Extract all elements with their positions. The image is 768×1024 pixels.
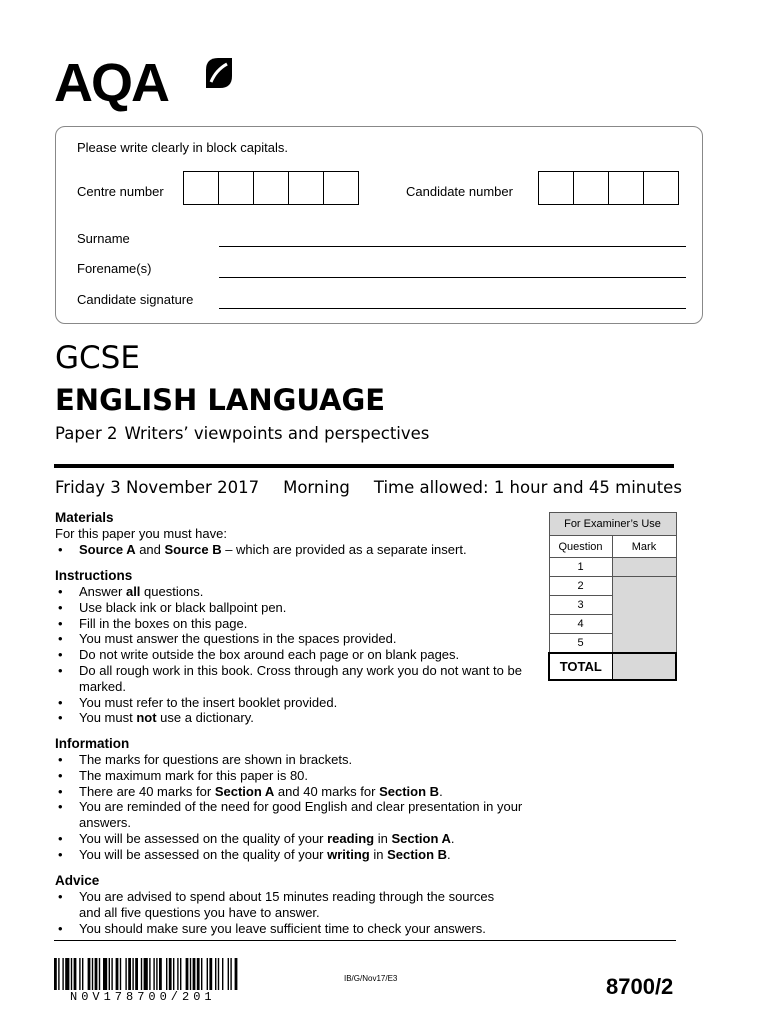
examiner-use-table — [548, 512, 677, 681]
centre-digit-box[interactable] — [288, 171, 324, 205]
barcode-bar — [228, 958, 229, 990]
barcode-bar — [218, 958, 219, 990]
barcode-bar — [95, 958, 98, 990]
barcode-bar — [209, 958, 212, 990]
centre-digit-box[interactable] — [183, 171, 219, 205]
surname-line[interactable] — [219, 246, 686, 247]
barcode-bar — [125, 958, 126, 990]
barcode-bar — [207, 958, 208, 990]
exam-date: Friday 3 November 2017 — [55, 478, 260, 497]
barcode-bar — [128, 958, 131, 990]
barcode-bar — [169, 958, 172, 990]
total-mark-cell — [612, 653, 676, 680]
information-heading: Information — [55, 736, 130, 751]
list-item: • You should make sure you leave sufficient time to check your answers. — [55, 921, 495, 937]
list-item: • There are 40 marks for Section A and 40 marks for Section B. — [55, 784, 525, 800]
barcode-bar — [159, 958, 162, 990]
mark-column-header: Mark — [612, 536, 676, 558]
barcode-bar — [215, 958, 216, 990]
paper-number: Paper 2 — [55, 424, 118, 443]
list-item: • You are advised to spend about 15 minutes reading through the sources and all five questions you have to answer. — [55, 889, 495, 921]
list-item: • Do all rough work in this book. Cross through any work you do not want to be marked. — [55, 663, 545, 695]
aqa-logo — [54, 54, 224, 112]
barcode-bar — [92, 958, 93, 990]
question-number: 5 — [549, 634, 612, 653]
centre-number-boxes[interactable] — [183, 171, 359, 205]
logo-text: AQA — [54, 53, 168, 113]
list-item: • You will be assessed on the quality of your reading in Section A. — [55, 831, 525, 847]
barcode-bar — [82, 958, 83, 990]
barcode-bar — [103, 958, 107, 990]
barcode-bar — [135, 958, 138, 990]
barcode-bar — [79, 958, 80, 990]
barcode-bar — [144, 958, 148, 990]
paper-code: 8700/2 — [606, 974, 674, 999]
question-number: 2 — [549, 577, 612, 596]
list-item: • Fill in the boxes on this page. — [55, 616, 545, 632]
leaf-icon — [204, 56, 234, 90]
barcode-bar — [54, 958, 57, 990]
list-item: • You must not use a dictionary. — [55, 710, 545, 726]
barcode-bar — [132, 958, 133, 990]
barcode-bar — [177, 958, 178, 990]
advice-heading: Advice — [55, 873, 100, 888]
centre-number-label: Centre number — [77, 184, 164, 199]
list-item: • The marks for questions are shown in brackets. — [55, 752, 525, 768]
barcode-bar — [74, 958, 77, 990]
candidate-number-label: Candidate number — [406, 184, 513, 199]
exam-details — [55, 477, 682, 499]
instructions-heading: Instructions — [55, 568, 133, 583]
question-number: 3 — [549, 596, 612, 615]
advice-section — [55, 873, 495, 936]
candidate-number-boxes[interactable] — [538, 171, 679, 205]
centre-digit-box[interactable] — [323, 171, 359, 205]
examiner-table-title: For Examiner’s Use — [549, 513, 676, 536]
barcode-bar — [109, 958, 110, 990]
question-number: 4 — [549, 615, 612, 634]
instructions-section — [55, 568, 545, 726]
qualification-title: GCSE — [55, 340, 140, 376]
surname-label: Surname — [77, 231, 130, 246]
list-item: • Answer all questions. — [55, 584, 545, 600]
barcode-bar — [116, 958, 119, 990]
list-item: • Do not write outside the box around each page or on blank pages. — [55, 647, 545, 663]
barcode — [54, 958, 316, 990]
list-item: • Source A and Source B – which are provided as a separate insert. — [55, 542, 545, 558]
barcode-bar — [153, 958, 154, 990]
barcode-bar — [193, 958, 196, 990]
candidate-digit-box[interactable] — [538, 171, 574, 205]
centre-digit-box[interactable] — [218, 171, 254, 205]
time-allowed: Time allowed: 1 hour and 45 minutes — [373, 478, 682, 497]
barcode-bar — [173, 958, 174, 990]
mark-cell — [612, 577, 676, 653]
candidate-digit-box[interactable] — [608, 171, 644, 205]
centre-digit-box[interactable] — [253, 171, 289, 205]
paper-title — [55, 423, 436, 445]
barcode-bar — [120, 958, 121, 990]
materials-section — [55, 510, 545, 558]
list-item: • Use black ink or black ballpoint pen. — [55, 600, 545, 616]
barcode-bar — [166, 958, 167, 990]
question-number: 1 — [549, 558, 612, 577]
subject-title: ENGLISH LANGUAGE — [55, 383, 386, 417]
total-label: TOTAL — [549, 653, 612, 680]
barcode-bar — [190, 958, 191, 990]
mark-cell — [612, 558, 676, 577]
candidate-digit-box[interactable] — [643, 171, 679, 205]
candidate-details-box — [55, 126, 703, 324]
signature-label: Candidate signature — [77, 292, 194, 307]
candidate-digit-box[interactable] — [573, 171, 609, 205]
block-capitals-instruction: Please write clearly in block capitals. — [77, 140, 288, 155]
materials-intro: For this paper you must have: — [55, 526, 227, 541]
barcode-bar — [197, 958, 200, 990]
materials-heading: Materials — [55, 510, 114, 525]
forename-label: Forename(s) — [77, 261, 152, 276]
barcode-bar — [111, 958, 112, 990]
barcode-bar — [222, 958, 223, 990]
information-section — [55, 736, 525, 863]
reference-code: IB/G/Nov17/E3 — [344, 974, 398, 983]
paper-name: Writers’ viewpoints and perspectives — [124, 424, 430, 443]
barcode-bar — [88, 958, 91, 990]
question-column-header: Question — [549, 536, 612, 558]
barcode-bar — [156, 958, 157, 990]
list-item: • You must refer to the insert booklet provided. — [55, 695, 545, 711]
forename-line[interactable] — [219, 277, 686, 278]
title-divider — [54, 464, 674, 468]
list-item: • You must answer the questions in the spaces provided. — [55, 631, 545, 647]
barcode-bar — [99, 958, 100, 990]
barcode-bar — [58, 958, 59, 990]
footer-divider — [54, 940, 676, 941]
signature-line[interactable] — [219, 308, 686, 309]
exam-session: Morning — [283, 478, 350, 497]
barcode-bar — [149, 958, 150, 990]
barcode-bar — [62, 958, 63, 990]
barcode-bar — [186, 958, 189, 990]
barcode-bar — [180, 958, 181, 990]
barcode-bar — [230, 958, 231, 990]
barcode-text: N0V178700/201 — [70, 990, 216, 1004]
barcode-bar — [71, 958, 72, 990]
list-item: • You are reminded of the need for good English and clear presentation in your answers. — [55, 799, 525, 831]
list-item: • The maximum mark for this paper is 80. — [55, 768, 525, 784]
list-item: • You will be assessed on the quality of your writing in Section B. — [55, 847, 525, 863]
barcode-bar — [201, 958, 202, 990]
barcode-bar — [141, 958, 142, 990]
barcode-bar — [235, 958, 238, 990]
barcode-bar — [65, 958, 69, 990]
